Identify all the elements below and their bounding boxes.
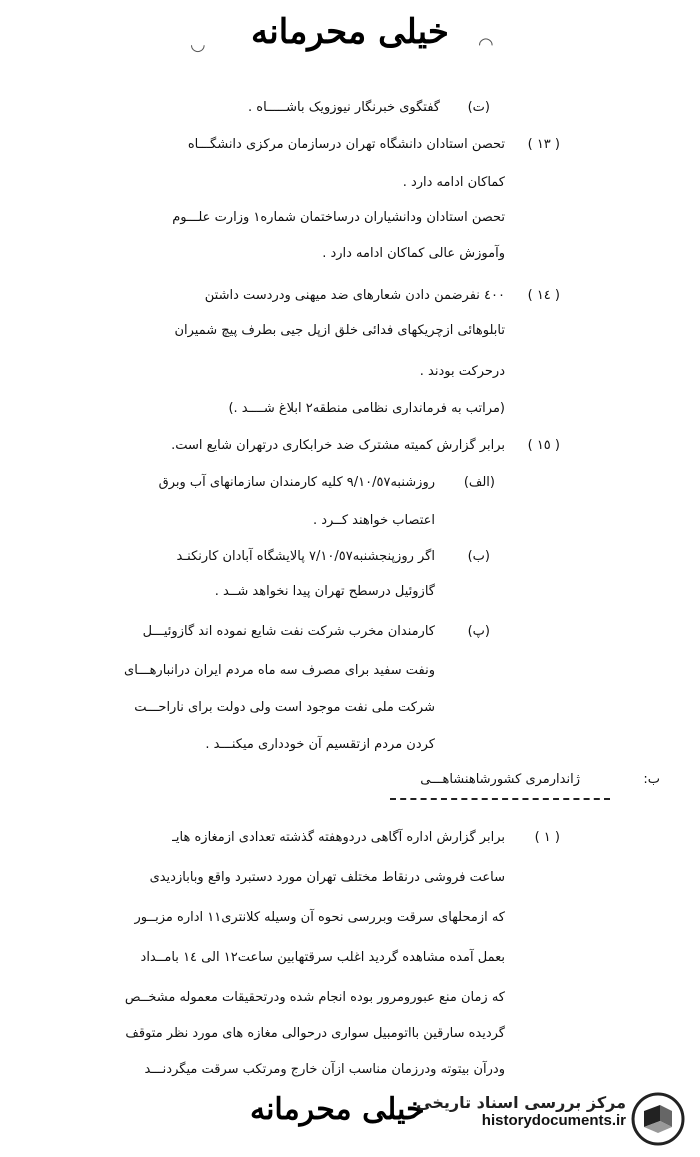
item-14-number: ( ١٤ ) xyxy=(527,288,560,303)
item-13-line: وآموزش عالی کماکان ادامه دارد . xyxy=(322,246,505,261)
item-15-intro: برابر گزارش کمیته مشترک ضد خرابکاری درتهران شایع است. xyxy=(171,438,505,453)
item-14-line: تابلوهائی ازچریکهای فدائی خلق ازپل جیی بطرف پیچ شمیران xyxy=(174,323,505,338)
archive-logo-icon xyxy=(630,1091,686,1147)
item-1-number: ( ١ ) xyxy=(534,830,560,845)
sub-alef-line: روزشنبه٩/١٠/٥٧ کلیه کارمندان سازمانهای آب وبرق xyxy=(158,475,435,490)
item-1-line: گردیده سارقین بااتومبیل سواری درحوالی مغازه های مورد نظر متوقف xyxy=(125,1026,505,1041)
sub-pe-label: (پ) xyxy=(467,624,490,639)
item-13-line: تحصن استادان ودانشیاران درساختمان شماره١ وزارت علـــوم xyxy=(172,210,505,225)
item-1-line: ساعت فروشی درنقاط مختلف تهران مورد دستبرد واقع وبابازدیدی xyxy=(149,870,505,885)
item-15-number: ( ١٥ ) xyxy=(527,438,560,453)
item-1-line: برابر گزارش اداره آگاهی دردوهفته گذشته تعدادی ازمغازه هایـ xyxy=(172,830,505,845)
archive-name xyxy=(416,1093,626,1129)
sub-pe-line: کارمندان مخرب شرکت نفت شایع نموده اند گازوئیـــل xyxy=(142,624,435,639)
sub-be-label: (ب) xyxy=(467,549,490,564)
sub-pe-line: شرکت ملی نفت موجود است ولی دولت برای ناراحـــت xyxy=(134,700,435,715)
item-14-line: (مراتب به فرمانداری نظامی منطقه٢ ابلاغ شــــد .) xyxy=(228,401,505,416)
sub-alef-label: (الف) xyxy=(463,475,495,490)
section-b-underline xyxy=(390,798,610,800)
section-b-title: ژاندارمری کشورشاهنشاهـــی xyxy=(420,772,580,787)
item-14-line: ٤٠٠ نفرضمن دادن شعارهای ضد میهنی ودردست داشتن xyxy=(204,288,505,303)
section-ta-text: گفتگوی خبرنگار نیوزویک باشـــــاه . xyxy=(248,100,440,115)
header-ornament-right-icon: ◠ xyxy=(478,34,494,55)
item-14-line: درحرکت بودند . xyxy=(419,364,505,379)
item-13-line: تحصن استادان دانشگاه تهران درسازمان مرکزی دانشگـــاه xyxy=(187,137,505,152)
archive-name-fa: مرکز بررسی اسناد تاریخی xyxy=(416,1093,626,1112)
archive-url: historydocuments.ir xyxy=(481,1112,626,1129)
section-ta-label: (ت) xyxy=(467,100,490,115)
sub-pe-line: کردن مردم ازتقسیم آن خودداری میکنـــد . xyxy=(205,737,435,752)
classification-header: خیلی محرمانه xyxy=(251,12,449,52)
sub-alef-line: اعتصاب خواهند کــرد . xyxy=(312,513,435,528)
sub-pe-line: ونفت سفید برای مصرف سه ماه مردم ایران درانبارهـــای xyxy=(124,663,435,678)
item-1-line: ودرآن بیتوته ودرزمان مناسب ازآن خارج ومرتکب سرقت میگردنـــد xyxy=(144,1062,505,1077)
sub-be-line: اگر روزپنجشنبه٧/١٠/٥٧ پالایشگاه آبادان کارنکنـد xyxy=(176,549,435,564)
item-13-line: کماکان ادامه دارد . xyxy=(402,175,505,190)
sub-be-line: گازوئیل درسطح تهران پیدا نخواهد شــد . xyxy=(214,584,435,599)
item-1-line: بعمل آمده مشاهده گردید اغلب سرقتهابین ساعت١٢ الی ١٤ بامــداد xyxy=(140,950,505,965)
header-ornament-left-icon: ◡ xyxy=(190,34,206,55)
item-1-line: که ازمحلهای سرقت وبررسی نحوه آن وسیله کلانتری١١ اداره مزبــور xyxy=(134,910,505,925)
classification-footer: خیلی محرمانه xyxy=(250,1092,425,1127)
item-13-number: ( ١٣ ) xyxy=(527,137,560,152)
section-b-label: ب: xyxy=(643,772,660,787)
archive-watermark xyxy=(390,1087,690,1149)
item-1-line: که زمان منع عبورومرور بوده انجام شده ودرتحقیقات معموله مشخــص xyxy=(124,990,505,1005)
